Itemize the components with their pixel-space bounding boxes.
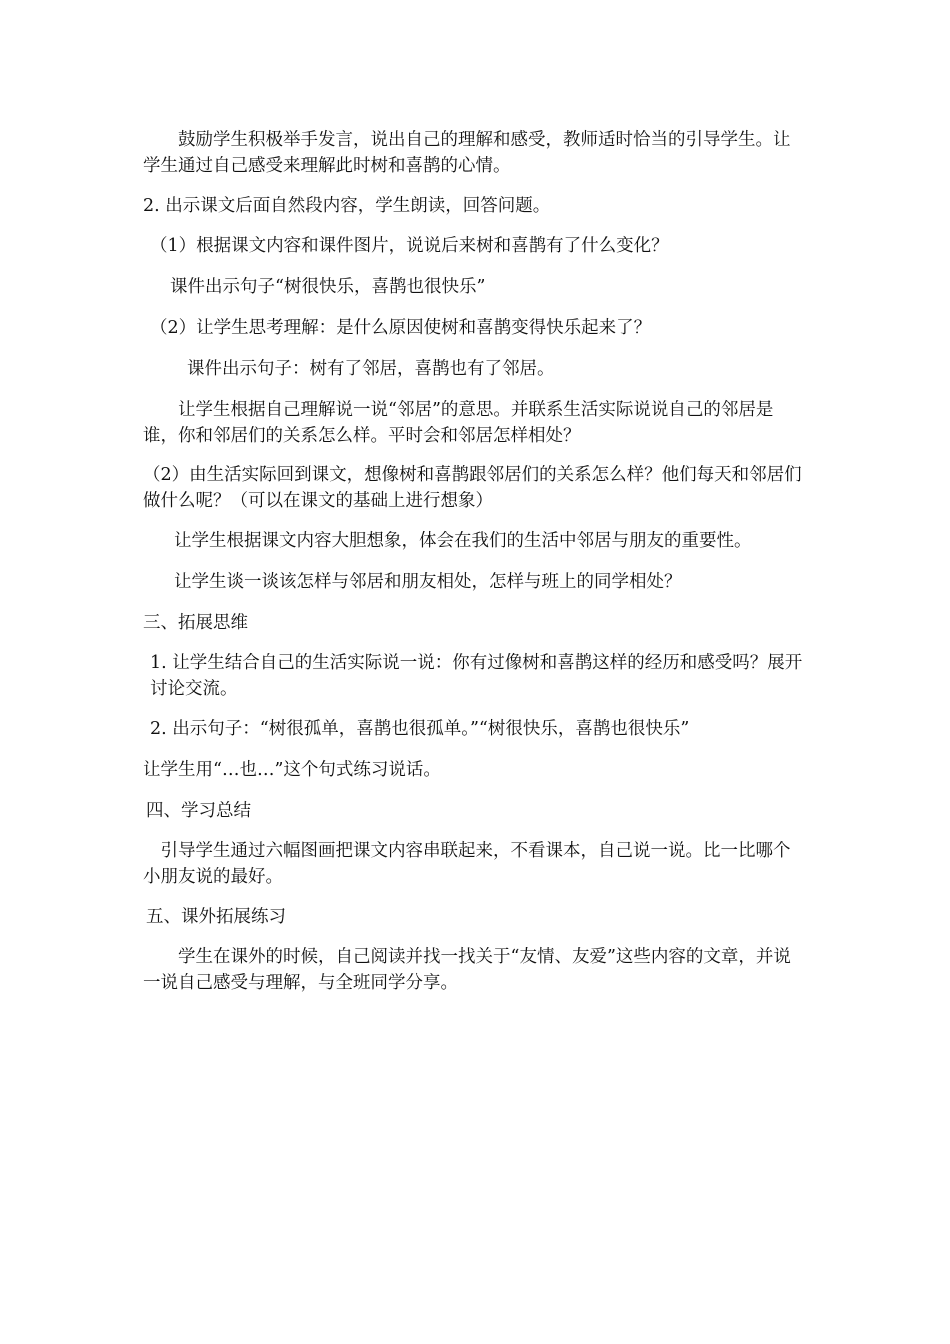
paragraph-summary: 引导学生通过六幅图画把课文内容串联起来，不看课本，自己说一说。比一比哪个小朋友说的最好。 <box>143 841 791 887</box>
paragraph-question-imagine: （2）由生活实际回到课文，想像树和喜鹊跟邻居们的关系怎么样？他们每天和邻居们做什么呢？（可以在课文的基础上进行想象） <box>143 465 802 511</box>
paragraph-question-2: （2）让学生思考理解：是什么原因使树和喜鹊变得快乐起来了？ <box>150 318 652 338</box>
paragraph-slide-sentence-2: 课件出示句子：树有了邻居，喜鹊也有了邻居。 <box>187 359 555 379</box>
paragraph-step-2: 2. 出示课文后面自然段内容，学生朗读，回答问题。 <box>143 196 551 216</box>
section-heading-3: 三、拓展思维 <box>143 613 248 633</box>
paragraph-neighbor-meaning: 让学生根据自己理解说一说“邻居”的意思。并联系生活实际说说自己的邻居是谁，你和邻居们的关系怎么样。平时会和邻居怎样相处？ <box>143 400 774 446</box>
paragraph-bold-imagination: 让学生根据课文内容大胆想象，体会在我们的生活中邻居与朋友的重要性。 <box>174 531 752 551</box>
section-heading-5: 五、课外拓展练习 <box>146 907 286 927</box>
paragraph-question-1: （1）根据课文内容和课件图片，说说后来树和喜鹊有了什么变化？ <box>150 236 669 256</box>
paragraph-encourage-students: 鼓励学生积极举手发言，说出自己的理解和感受，教师适时恰当的引导学生。让学生通过自己感受来理解此时树和喜鹊的心情。 <box>143 130 791 176</box>
section-heading-4: 四、学习总结 <box>146 801 251 821</box>
paragraph-getting-along: 让学生谈一谈该怎样与邻居和朋友相处，怎样与班上的同学相处？ <box>174 572 682 592</box>
paragraph-experience-discussion: 1. 让学生结合自己的生活实际说一说：你有过像树和喜鹊这样的经历和感受吗？展开讨论交流。 <box>150 653 803 699</box>
paragraph-slide-sentence-1: 课件出示句子“树很快乐，喜鹊也很快乐” <box>170 277 486 297</box>
paragraph-sentence-pattern: 让学生用“…也…”这个句式练习说话。 <box>143 760 441 780</box>
paragraph-show-sentences: 2. 出示句子：“树很孤单，喜鹊也很孤单。”“树很快乐，喜鹊也很快乐” <box>150 719 690 739</box>
paragraph-extension-reading: 学生在课外的时候，自己阅读并找一找关于“友情、友爱”这些内容的文章，并说一说自己感受与理解，与全班同学分享。 <box>143 947 791 993</box>
